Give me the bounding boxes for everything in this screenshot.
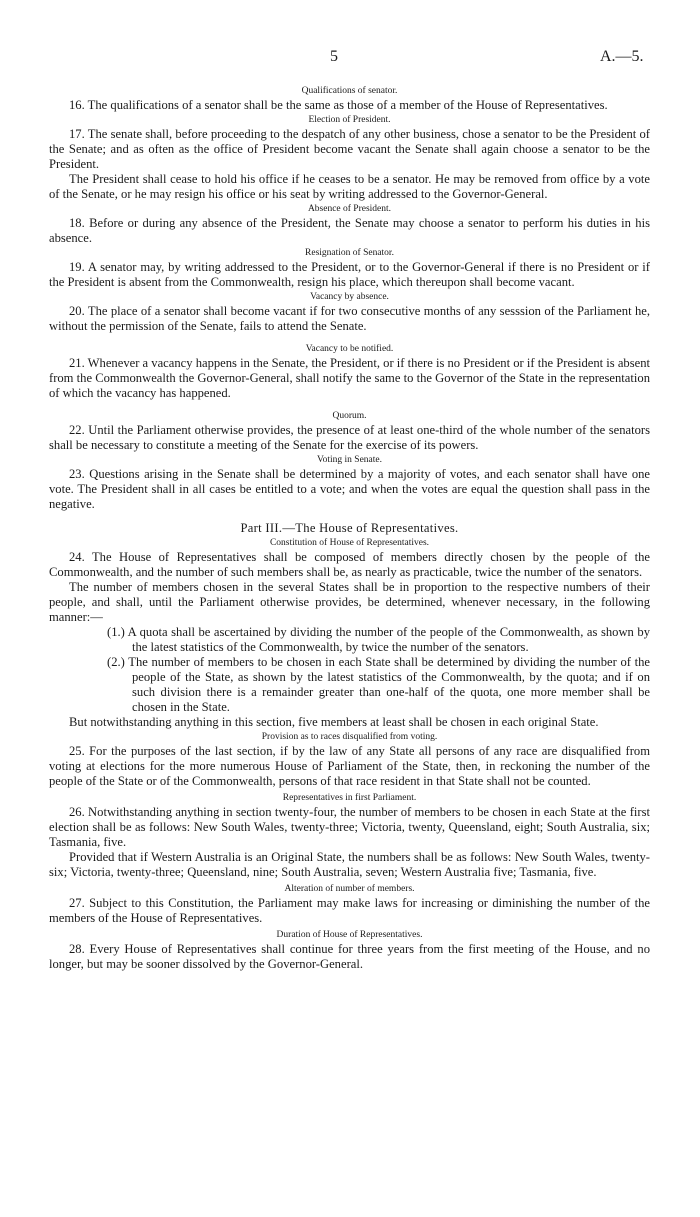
section-paragraph: 22. Until the Parliament otherwise provides, the presence of at least one-third of the whole number of the senators shall be necessary to constitute a meeting of the Senate for the exercise of its powers. [49, 423, 650, 452]
section-heading: Resignation of Senator. [305, 248, 394, 258]
section-paragraph: 19. A senator may, by writing addressed to the President, or to the Governor-General if there is no President or if the President is absent from the Commonwealth, resign his place, which thereupon shall become vacant. [49, 260, 650, 289]
document-reference: A.—5. [600, 48, 644, 65]
section-heading: Constitution of House of Representatives. [269, 538, 430, 548]
section-paragraph: 28. Every House of Representatives shall continue for three years from the first meeting of the House, and no longer, but may be sooner dissolved by the Governor-General. [49, 942, 650, 971]
section-heading: Vacancy by absence. [310, 292, 389, 302]
document-body [49, 84, 650, 972]
list-item: (1.) A quota shall be ascertained by dividing the number of the people of the Commonwealth, as shown by the latest statistics of the Commonwealth, by twice the number of the senators. [107, 625, 650, 654]
section-paragraph: 18. Before or during any absence of the President, the Senate may choose a senator to perform his duties in his absence. [49, 216, 650, 245]
section-paragraph: 20. The place of a senator shall become vacant if for two consecutive months of any sesssion of the Parliament he, without the permission of the Senate, fails to attend the Senate. [49, 304, 650, 333]
section-paragraph: 23. Questions arising in the Senate shall be determined by a majority of votes, and each senator shall have one vote. The President shall in all cases be entitled to a vote; and when the votes are equal the question shall pass in the negative. [49, 467, 650, 511]
section-paragraph: 27. Subject to this Constitution, the Parliament may make laws for increasing or diminishing the number of the members of the House of Representatives. [49, 896, 650, 925]
section-heading: Duration of House of Representatives. [276, 930, 423, 940]
part-title: Part III.—The House of Representatives. [240, 521, 459, 535]
section-heading: Alteration of number of members. [284, 884, 415, 894]
section-heading: Vacancy to be notified. [305, 344, 394, 354]
section-heading: Provision as to races disqualified from voting. [261, 732, 438, 742]
list-item: (2.) The number of members to be chosen in each State shall be determined by dividing the number of the people of the State, as shown by the latest statistics of the Commonwealth, by the quota; and if on such division there is a remainder greater than one-half of the quota, one more member shall be chosen in the State. [107, 655, 650, 714]
section-paragraph: 26. Notwithstanding anything in section twenty-four, the number of members to be chosen in each State at the first election shall be as follows: New South Wales, twenty-three; Victoria, twenty, Queensland, eight; South Australia, six; Tasmania, five. [49, 805, 650, 849]
section-paragraph: Provided that if Western Australia is an Original State, the numbers shall be as follows: New South Wales, twenty-six; Victoria, twenty-three; Queensland, nine; South Australia, seven; Western Australia five; Tasmania, five. [49, 850, 650, 879]
section-paragraph: 24. The House of Representatives shall be composed of members directly chosen by the people of the Commonwealth, and the number of such members shall be, as nearly as practicable, twice the number of the senators. [49, 550, 650, 579]
section-heading: Election of President. [308, 115, 391, 125]
section-paragraph: 16. The qualifications of a senator shall be the same as those of a member of the House of Representatives. [69, 98, 608, 112]
section-heading: Representatives in first Parliament. [282, 793, 417, 803]
section-paragraph: The number of members chosen in the several States shall be in proportion to the respective numbers of their people, and shall, until the Parliament otherwise provides, be determined, whenever necessary, in the following manner:— [49, 580, 650, 624]
section-heading: Voting in Senate. [316, 455, 382, 465]
section-paragraph: The President shall cease to hold his office if he ceases to be a senator. He may be removed from office by a vote of the Senate, or he may resign his office or his seat by writing addressed to the Governor-General. [49, 172, 650, 201]
section-paragraph: But notwithstanding anything in this section, five members at least shall be chosen in each original State. [69, 715, 599, 729]
section-paragraph: 21. Whenever a vacancy happens in the Senate, the President, or if there is no President or if the President is absent from the Commonwealth the Governor-General, shall notify the same to the Governor of the State in the representation of which the vacancy has happened. [49, 356, 651, 400]
section-paragraph: 25. For the purposes of the last section, if by the law of any State all persons of any race are disqualified from voting at elections for the more numerous House of Parliament of the State, then, in reckoning the number of the people of the State or of the Commonwealth, persons of that race resident in that State shall not be counted. [49, 744, 650, 788]
page-number: 5 [330, 48, 338, 65]
section-paragraph: 17. The senate shall, before proceeding to the despatch of any other business, chose a senator to be the President of the Senate; and as often as the office of President become vacant the Senate shall again choose a senator to be the President. [49, 127, 650, 171]
section-heading: Quorum. [332, 411, 367, 421]
section-heading: Qualifications of senator. [301, 86, 398, 96]
section-heading: Absence of President. [307, 204, 392, 214]
